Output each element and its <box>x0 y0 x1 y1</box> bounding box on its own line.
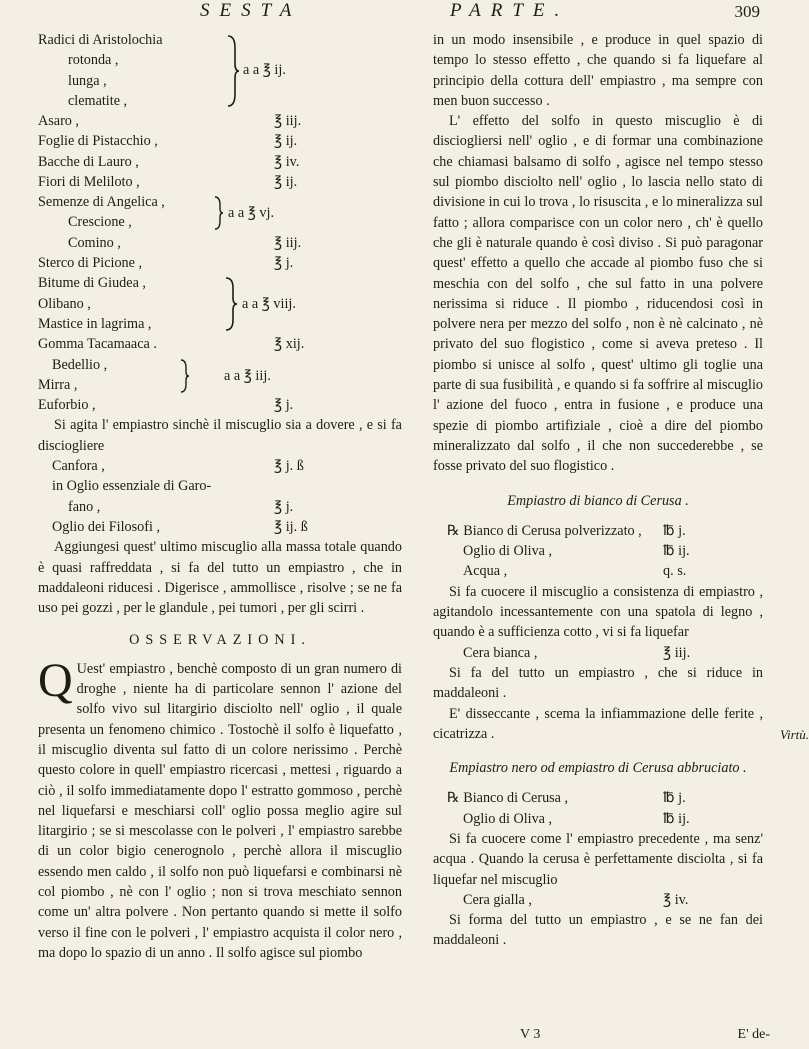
ingredient-quantity: a a ℥ iij. <box>224 367 271 384</box>
brace-icon <box>226 34 240 108</box>
running-header <box>30 0 770 30</box>
ingredient-quantity: ℥ ij. ß <box>274 518 308 535</box>
ingredient-name: Bedellio , <box>52 356 108 373</box>
ingredient-name: Cera bianca , <box>463 644 538 661</box>
ingredient-group-angelica <box>38 192 402 233</box>
ingredient-name: Comino , <box>68 234 121 251</box>
ingredient-name: ℞ Bianco di Cerusa , <box>447 790 569 807</box>
ingredient-group-aristolochia <box>38 30 402 111</box>
observations-text <box>38 653 402 963</box>
brace-icon <box>214 195 224 231</box>
ingredient-name: Oglio di Oliva , <box>463 810 553 827</box>
ingredient-name: clematite , <box>68 92 128 109</box>
ingredient-quantity: ℥ iij. <box>274 113 302 129</box>
paragraph: E' disseccante , scema la infiammazione delle ferite , cicatrizza . <box>433 705 763 742</box>
ingredient-name: Foglie di Pistacchio , <box>38 133 158 150</box>
recipe-title: Empiastro di bianco di Cerusa . <box>507 492 689 509</box>
ingredient-name: Acqua , <box>463 563 508 580</box>
ingredient-quantity: ℔ j. <box>663 790 686 807</box>
ingredient-name: Oglio dei Filosofi , <box>52 518 160 535</box>
ingredient-name: Euforbio , <box>38 397 96 414</box>
paragraph: L' effetto del solfo in questo miscuglio è di disciogliersi nell' oglio , e di formar una combinazione che chiamasi balsamo di solfo , agisce nel tempo stesso sul piombo disciolto nell' oglio , lo lascia nello stato di divisione in cui lo trova , lo risuscita , e lo mineralizza sul fatto ; allora comparisce con un color nero , ch' è quello che gli è naturale quando è così diviso . Si può paragonar quest' effetto a quello che accade al piombo fuso che si meschia con del solfo , che sul fatto in una polvere nerissima si riduce . Il piombo , riducendosi così in polvere nera per mezzo del solfo , non è nè calcinato , nè privato del suo flogistico , come si aveva preteso . Il piombo si unisce al solfo , quest' ultimo gli toglie una parte di sua fusibilità , e quando si fa soffrire al miscuglio l' azione del fuoco , entra in fusione , e produce una spezie di piombo artifiziale , cioè a dire del piombo mineralizzato dal solfo , il che non succederebbe , se fosse privato del suo flogistico . <box>433 113 763 475</box>
ingredient-quantity: ℥ j. ß <box>274 458 304 475</box>
page-number: 309 <box>734 2 760 21</box>
ingredient-name: Sterco di Picione , <box>38 255 143 272</box>
ingredient-name: Fiori di Meliloto , <box>38 173 140 190</box>
ingredient-quantity: ℥ iv. <box>663 891 689 908</box>
ingredient-name: Canfora , <box>52 458 105 475</box>
ingredient-quantity: ℥ iv. <box>274 153 300 170</box>
ingredient-quantity: ℥ ij. <box>274 133 298 150</box>
paragraph: Si agita l' empiastro sinchè il miscuglio sia a dovere , e si fa disciogliere <box>38 417 402 454</box>
paragraph: Si fa del tutto un empiastro , che si riduce in maddaleoni . <box>433 664 763 702</box>
left-column <box>38 30 402 963</box>
paragraph: in un modo insensibile , e produce in quel spazio di tempo lo stesso effetto , che quando si fa liquefare al principio della cottura dell' empiastro , ma sempre con men buon successo . <box>433 32 763 109</box>
ingredient-name: fano , <box>68 498 101 515</box>
ingredient-quantity: a a ℥ viij. <box>242 296 296 313</box>
catchword: E' de- <box>737 1027 770 1042</box>
ingredient-name: ℞ Bianco di Cerusa polverizzato , <box>447 522 642 539</box>
ingredient-name: Asaro , <box>38 113 79 129</box>
ingredient-name: Semenze di Angelica , <box>38 194 165 211</box>
header-right: PARTE. <box>450 0 570 21</box>
ingredient-name: in Oglio essenziale di Garo- <box>52 478 212 495</box>
ingredient-name: Mirra , <box>38 376 78 393</box>
ingredient-name: Olibano , <box>38 295 91 312</box>
ingredient-name: Oglio di Oliva , <box>463 543 553 560</box>
ingredient-group-bedellio <box>38 355 402 396</box>
recipe-title: Empiastro nero od empiastro di Cerusa abbruciato . <box>449 760 747 777</box>
paragraph: Si fa cuocere come l' empiastro precedente , ma senz' acqua . Quando la cerusa è perfettamente disciolta , si fa liquefar nel miscuglio <box>433 830 763 888</box>
observations-body: Uest' empiastro , benchè composto di un gran numero di droghe , niente ha di particolare sennon l' azione del solfo vivo sul litargirio disciolto nell' oglio , il quale presenta un fenomeno chimico . Tostochè il solfo è liquefatto , il miscuglio diventa sul fatto di un colore nerissimo . Perchè questo colore in quell' empiastro ricercasi , mettesi , riguardo a ciò , il solfo immediatamente dopo l' estratto gommoso , perchè nel liquefarsi e meschiarsi coll' oglio possa meglio agire sul litargirio ; se si mescolasse con le polveri , l' empiastro sarebbe di un color bigio cenerognolo , perchè allora il miscuglio essendo men caldo , il solfo non può liquefarsi e combinarsi nè col piombo , nè con l' oglio ; non si trova meschiato sennon come un' altra polvere . Non pertanto quando si mette il solfo verso il fine con le polveri , l' empiastro acquista il color nero , ma dopo lo spazio di un anno . Il solfo agisce sul piombo <box>38 660 402 961</box>
ingredient-quantity: ℥ j. <box>274 255 294 272</box>
ingredient-quantity: ℔ ij. <box>663 543 690 560</box>
ingredient-name: Cera gialla , <box>463 891 532 908</box>
ingredient-group-bitume <box>38 273 402 334</box>
ingredient-name: lunga , <box>68 72 107 89</box>
ingredient-quantity: a a ℥ vj. <box>228 205 275 222</box>
ingredient-quantity: ℥ j. <box>274 498 294 515</box>
brace-icon <box>224 276 238 332</box>
ingredient-quantity: ℥ xij. <box>274 336 305 353</box>
ingredient-name: rotonda , <box>68 52 119 69</box>
ingredient-name: Gomma Tacamaaca . <box>38 336 157 353</box>
margin-note: Virtù. <box>780 727 809 742</box>
paragraph: Si forma del tutto un empiastro , e se ne fan dei maddaleoni . <box>433 912 763 949</box>
ingredient-name: Crescione , <box>68 214 132 231</box>
ingredient-name: Mastice in lagrima , <box>38 315 152 332</box>
ingredient-quantity: ℥ j. <box>274 397 294 414</box>
ingredient-quantity: ℔ ij. <box>663 810 690 827</box>
paragraph: Si fa cuocere il miscuglio a consistenza di empiastro , agitandolo incessantemente con una spatola di legno , quando è a sufficienza cotto , vi si fa liquefar <box>433 583 763 641</box>
ingredient-quantity: ℥ iij. <box>663 644 691 661</box>
ingredient-quantity: a a ℥ ij. <box>243 62 286 78</box>
drop-cap: Q <box>38 653 73 707</box>
ingredient-quantity: ℔ j. <box>663 522 686 539</box>
signature-mark: V 3 <box>520 1027 541 1042</box>
ingredient-quantity: ℥ ij. <box>274 173 298 190</box>
header-left: SESTA <box>200 0 302 21</box>
ingredient-name: Bitume di Giudea , <box>38 275 146 292</box>
ingredient-name: Radici di Aristolochia <box>38 32 163 48</box>
right-column <box>433 30 763 951</box>
brace-icon <box>180 358 190 394</box>
ingredient-quantity: q. s. <box>663 563 687 580</box>
ingredient-quantity: ℥ iij. <box>274 234 302 251</box>
section-heading: OSSERVAZIONI. <box>129 632 311 649</box>
paragraph: Aggiungesi quest' ultimo miscuglio alla massa totale quando è quasi raffreddata , si fa del tutto un empiastro , che in maddaleoni riducesi . Digerisce , ammollisce , risolve ; se ne fa uso pei gozzi , per le glandule , pei tumori , per gli scirri . <box>38 539 402 617</box>
ingredient-name: Bacche di Lauro , <box>38 153 139 170</box>
